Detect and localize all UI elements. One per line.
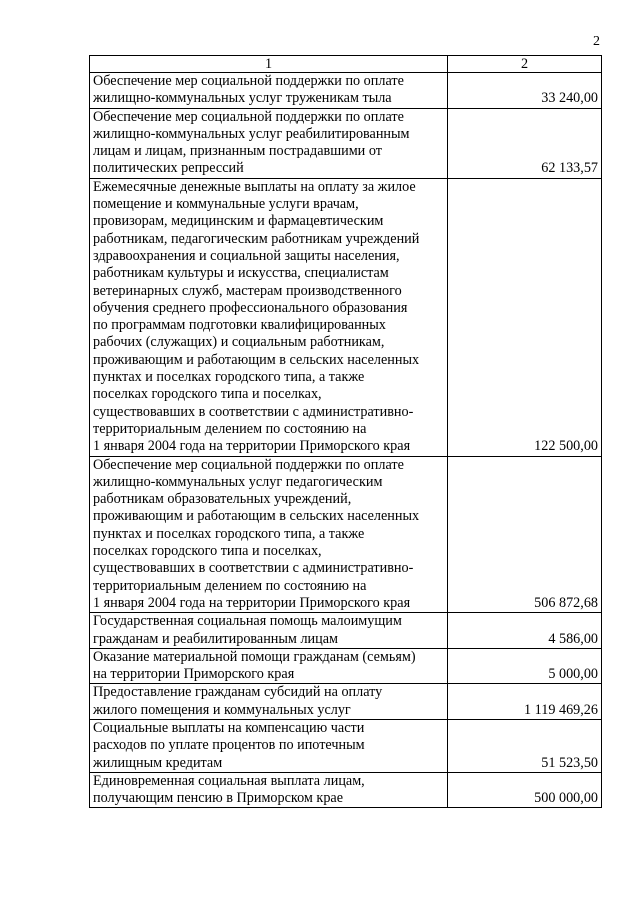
- table-row: [90, 108, 602, 178]
- expenditure-table: [89, 55, 602, 808]
- row-amount: 62 133,57: [448, 108, 602, 178]
- table-row: [90, 178, 602, 456]
- table-row: [90, 456, 602, 613]
- column-header-2: 2: [448, 56, 602, 73]
- page-number: 2: [593, 34, 600, 49]
- row-description: Обеспечение мер социальной поддержки по оплате жилищно-коммунальных услуг педагогическим работникам образовательных учреждений, проживающим и работающим в сельских населенных пунктах и поселках городского типа, а также поселках городского типа и поселках, существовавших в соответствии с административно- территориальным делением по состоянию на 1 января 2004 года на территории Приморского края: [90, 456, 448, 613]
- table-row: [90, 613, 602, 649]
- row-amount: 4 586,00: [448, 613, 602, 649]
- row-description: Социальные выплаты на компенсацию части расходов по уплате процентов по ипотечным жилищным кредитам: [90, 719, 448, 772]
- row-description: Единовременная социальная выплата лицам, получающим пенсию в Приморском крае: [90, 772, 448, 808]
- row-amount: 122 500,00: [448, 178, 602, 456]
- row-description: Обеспечение мер социальной поддержки по оплате жилищно-коммунальных услуг реабилитированным лицам и лицам, признанным пострадавшими от политических репрессий: [90, 108, 448, 178]
- row-description: Обеспечение мер социальной поддержки по оплате жилищно-коммунальных услуг труженикам тыла: [90, 73, 448, 109]
- row-amount: 500 000,00: [448, 772, 602, 808]
- column-header-1: 1: [90, 56, 448, 73]
- table-row: [90, 772, 602, 808]
- row-description: Оказание материальной помощи гражданам (семьям) на территории Приморского края: [90, 648, 448, 684]
- table-row: [90, 648, 602, 684]
- row-amount: 5 000,00: [448, 648, 602, 684]
- row-amount: 51 523,50: [448, 719, 602, 772]
- table-row: [90, 684, 602, 720]
- row-description: Ежемесячные денежные выплаты на оплату за жилое помещение и коммунальные услуги врачам, провизорам, медицинским и фармацевтическим работникам, педагогическим работникам учреждений здравоохранения и социальной защиты населения, работникам культуры и искусства, специалистам ветеринарных служб, мастерам производственного обучения среднего профессионального образования по программам подготовки квалифицированных рабочих (служащих) и социальным работникам, проживающим и работающим в сельских населенных пунктах и поселках городского типа, а также поселках городского типа и поселках, существовавших в соответствии с административно- территориальным делением по состоянию на 1 января 2004 года на территории Приморского края: [90, 178, 448, 456]
- table-row: [90, 73, 602, 109]
- table-row: [90, 719, 602, 772]
- row-amount: 506 872,68: [448, 456, 602, 613]
- row-description: Предоставление гражданам субсидий на оплату жилого помещения и коммунальных услуг: [90, 684, 448, 720]
- row-amount: 1 119 469,26: [448, 684, 602, 720]
- table-header-row: [90, 56, 602, 73]
- row-description: Государственная социальная помощь малоимущим гражданам и реабилитированным лицам: [90, 613, 448, 649]
- row-amount: 33 240,00: [448, 73, 602, 109]
